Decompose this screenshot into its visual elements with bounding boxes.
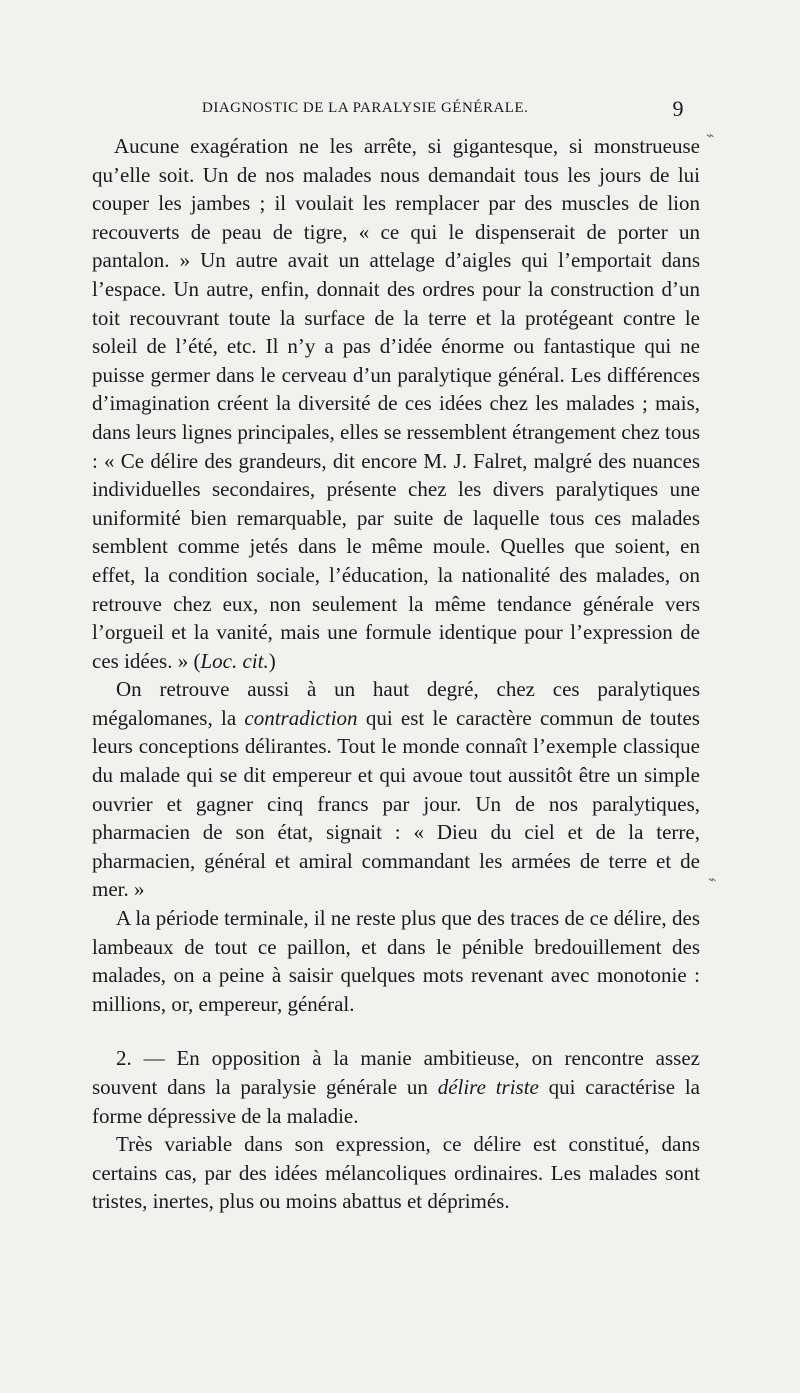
text-segment: Très variable dans son expression, ce délire est constitué, dans certains cas, par des idées mélancoliques ordinaires. Les malades sont tristes, inertes, plus ou moins abattus et déprimés. [92,1132,700,1214]
citation-italic: Loc. cit. [200,648,269,673]
text-segment: qui caractérise la forme dépressive de la maladie. [92,1075,700,1128]
text-segment: ) [268,648,276,673]
body-text [92,132,700,1216]
emphasis-italic: délire triste [437,1075,539,1099]
text-segment: Aucune exagération ne les arrête, si gigantesque, si monstrueuse qu’elle soit. Un de nos malades nous demandait tous les jours de lui couper les jambes ; il voulait les remplacer par des muscles de lion recouverts de peau de tigre, « ce qui le dispenserait de porter un pantalon. » Un autre avait un attelage d’aigles qui l’emportait dans l’espace. Un autre, enfin, donnait des ordres pour la construction d’un toit recouvrant toute la surface de la terre et la protégeant contre le soleil de l’été, etc. Il n’y a pas d’idée énorme ou fantastique qui ne puisse germer dans le cerveau d’un paralytique général. Les différences d’imagination créent la diversité de ces idées chez les malades ; mais, dans leurs lignes principales, elles se ressemblent étrangement chez tous : « Ce délire des grandeurs, dit encore M. J. Falret, malgré des nuances individuelles secondaires, présente chez les divers paralytiques une uniformité bien remarquable, par suite de laquelle tous ces malades semblent comme jetés dans le même moule. Quelles que soient, en effet, la condition sociale, l’éducation, la nationalité des malades, on retrouve chez eux, non seulement la même tendance générale vers l’orgueil et la vanité, mais une formule identique pour l’expression de ces idées. » ( [92,134,700,673]
margin-smudge-mark: ⌁ [708,873,717,888]
text-segment: 2. — En opposition à la manie ambitieuse, on rencontre assez souvent dans la paralysie générale un [92,1046,700,1099]
page-number: 9 [672,96,684,121]
book-page [92,96,700,1216]
margin-smudge-mark: ⌁ [706,129,715,144]
page-header [92,96,700,132]
paragraph-variable-expression [92,1130,700,1216]
paragraph-terminal-period [92,904,700,1018]
paragraph-grandeur-delusions [92,132,700,675]
paragraph-contradiction [92,675,700,904]
text-segment: On retrouve aussi à un haut degré, chez ces paralytiques mégalomanes, la [92,677,700,730]
text-segment: qui est le caractère commun de toutes leurs conceptions délirantes. Tout le monde connaît l’exemple classique du malade qui se dit empereur et qui avoue tout aussitôt être un simple ouvrier et gagner cinq francs par jour. Un de nos paralytiques, pharmacien de son état, signait : « Dieu du ciel et de la terre, pharmacien, général et amiral commandant les armées de terre et de mer. » [92,705,700,902]
emphasis-italic: contradiction [244,705,358,730]
text-segment: A la période terminale, il ne reste plus que des traces de ce délire, des lambeaux de tout ce paillon, et dans le pénible bredouillement des malades, on a peine à saisir quelques mots revenant avec monotonie : millions, or, empereur, général. [92,906,700,1016]
running-title: DIAGNOSTIC DE LA PARALYSIE GÉNÉRALE. [202,100,529,116]
paragraph-section-2 [92,1044,700,1130]
